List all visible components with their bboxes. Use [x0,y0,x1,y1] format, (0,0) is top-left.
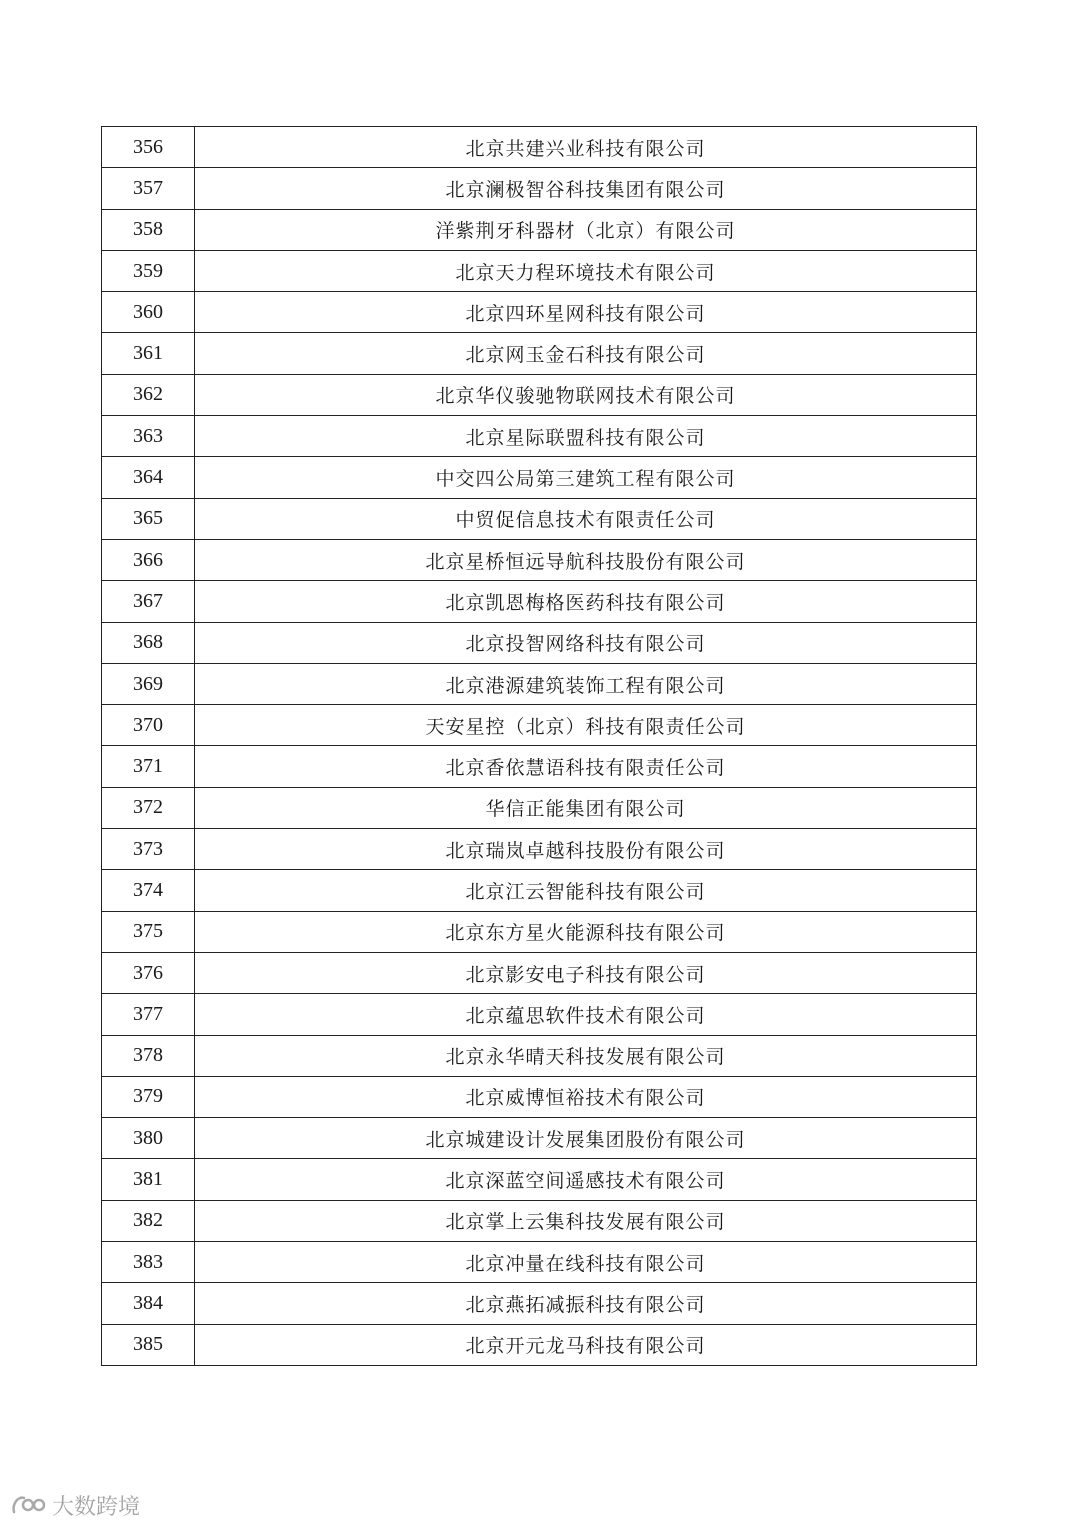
company-name: 北京冲量在线科技有限公司 [195,1242,977,1283]
row-number: 378 [102,1035,195,1076]
company-name: 北京凯恩梅格医药科技有限公司 [195,581,977,622]
company-name: 北京深蓝空间遥感技术有限公司 [195,1159,977,1200]
company-name: 北京威博恒裕技术有限公司 [195,1076,977,1117]
table-row [102,622,977,663]
company-name: 北京星际联盟科技有限公司 [195,416,977,457]
row-number: 376 [102,952,195,993]
row-number: 374 [102,870,195,911]
table-row [102,746,977,787]
brand-logo-icon [10,1492,46,1518]
row-number: 383 [102,1242,195,1283]
table-row [102,994,977,1035]
table-row [102,829,977,870]
table-row [102,333,977,374]
table-row [102,911,977,952]
company-name: 北京港源建筑装饰工程有限公司 [195,663,977,704]
company-name: 北京影安电子科技有限公司 [195,952,977,993]
row-number: 365 [102,498,195,539]
company-name: 北京掌上云集科技发展有限公司 [195,1200,977,1241]
table-row [102,1076,977,1117]
row-number: 364 [102,457,195,498]
company-name: 北京永华晴天科技发展有限公司 [195,1035,977,1076]
table-body [102,127,977,1366]
row-number: 360 [102,292,195,333]
table-row [102,539,977,580]
table-row [102,1118,977,1159]
company-name: 中交四公局第三建筑工程有限公司 [195,457,977,498]
company-name: 北京江云智能科技有限公司 [195,870,977,911]
company-name: 中贸促信息技术有限责任公司 [195,498,977,539]
row-number: 380 [102,1118,195,1159]
row-number: 377 [102,994,195,1035]
company-list-table [101,126,977,1366]
table-row [102,787,977,828]
table-row [102,1324,977,1365]
table-row [102,1283,977,1324]
row-number: 381 [102,1159,195,1200]
row-number: 359 [102,250,195,291]
company-name: 北京星桥恒远导航科技股份有限公司 [195,539,977,580]
table-row [102,705,977,746]
table-row [102,1035,977,1076]
table-row [102,870,977,911]
company-name: 北京开元龙马科技有限公司 [195,1324,977,1365]
row-number: 362 [102,374,195,415]
watermark [10,1490,140,1520]
company-name: 北京香依慧语科技有限责任公司 [195,746,977,787]
company-name: 北京共建兴业科技有限公司 [195,127,977,168]
row-number: 357 [102,168,195,209]
table-row [102,1200,977,1241]
row-number: 382 [102,1200,195,1241]
company-name: 北京瑞岚卓越科技股份有限公司 [195,829,977,870]
company-name: 北京四环星网科技有限公司 [195,292,977,333]
row-number: 385 [102,1324,195,1365]
row-number: 370 [102,705,195,746]
row-number: 361 [102,333,195,374]
company-name: 北京网玉金石科技有限公司 [195,333,977,374]
row-number: 375 [102,911,195,952]
row-number: 369 [102,663,195,704]
table-row [102,581,977,622]
company-name: 北京华仪骏驰物联网技术有限公司 [195,374,977,415]
table-row [102,209,977,250]
table-row [102,416,977,457]
row-number: 366 [102,539,195,580]
row-number: 367 [102,581,195,622]
company-name: 北京燕拓减振科技有限公司 [195,1283,977,1324]
row-number: 358 [102,209,195,250]
company-name: 北京东方星火能源科技有限公司 [195,911,977,952]
table-row [102,952,977,993]
table-row [102,292,977,333]
company-name: 洋紫荆牙科器材（北京）有限公司 [195,209,977,250]
row-number: 363 [102,416,195,457]
table-row [102,374,977,415]
table-row [102,663,977,704]
table-row [102,168,977,209]
company-name: 华信正能集团有限公司 [195,787,977,828]
table-row [102,1159,977,1200]
company-name: 北京城建设计发展集团股份有限公司 [195,1118,977,1159]
row-number: 368 [102,622,195,663]
company-name: 天安星控（北京）科技有限责任公司 [195,705,977,746]
watermark-text: 大数跨境 [52,1494,141,1520]
company-name: 北京投智网络科技有限公司 [195,622,977,663]
company-name: 北京澜极智谷科技集团有限公司 [195,168,977,209]
company-name: 北京蕴思软件技术有限公司 [195,994,977,1035]
row-number: 356 [102,127,195,168]
row-number: 379 [102,1076,195,1117]
row-number: 372 [102,787,195,828]
row-number: 371 [102,746,195,787]
row-number: 384 [102,1283,195,1324]
table-row [102,127,977,168]
table-row [102,498,977,539]
table-row [102,250,977,291]
row-number: 373 [102,829,195,870]
table-row [102,1242,977,1283]
table-row [102,457,977,498]
company-name: 北京天力程环境技术有限公司 [195,250,977,291]
